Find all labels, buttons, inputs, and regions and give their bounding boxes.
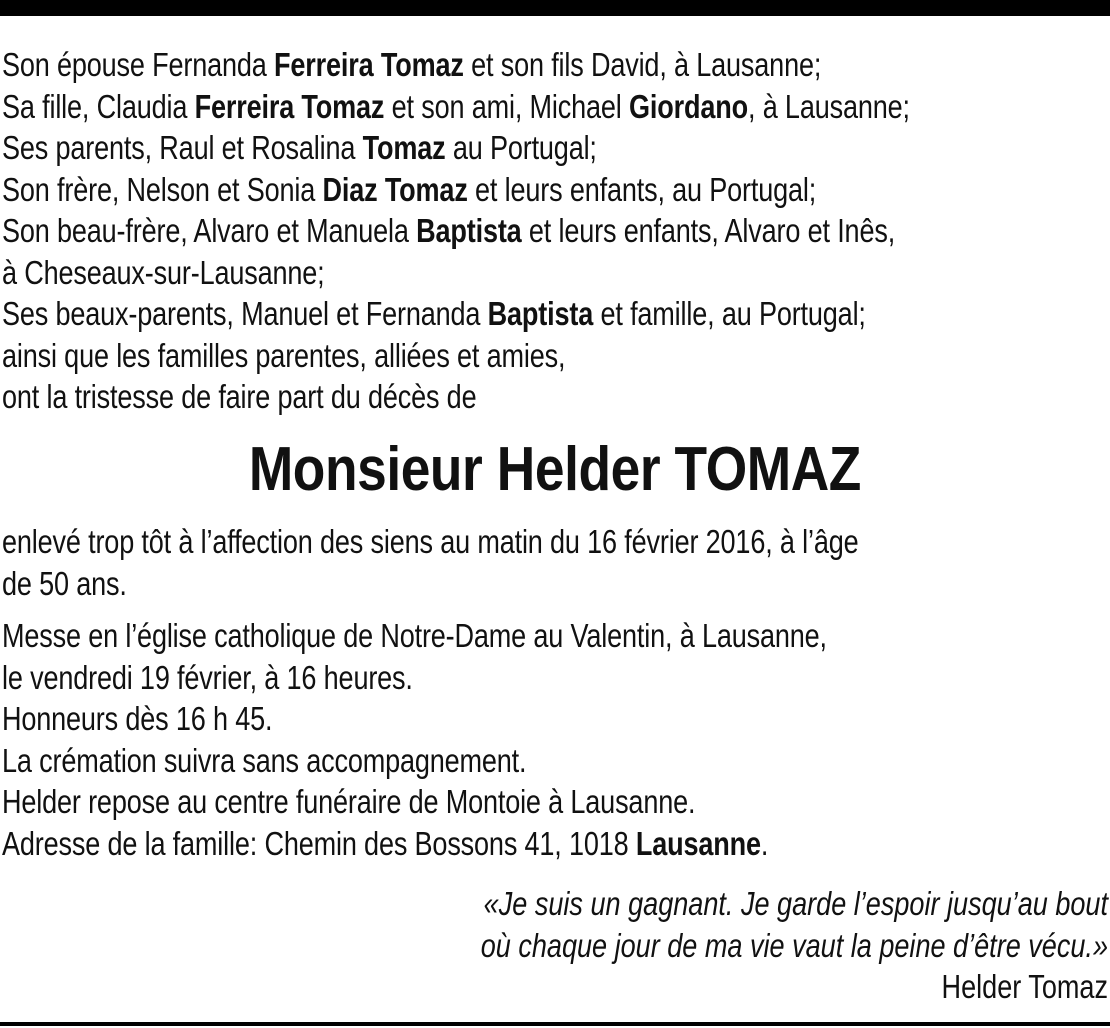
family-line: Ses parents, Raul et Rosalina Tomaz au Portugal; bbox=[2, 129, 597, 166]
closing-quote bbox=[8, 883, 1108, 1008]
top-border-rule bbox=[0, 0, 1110, 16]
ceremony-line: Honneurs dès 16 h 45. bbox=[2, 700, 273, 737]
family-surname: Diaz Tomaz bbox=[322, 170, 468, 208]
ceremony-line: le vendredi 19 février, à 16 heures. bbox=[2, 658, 413, 696]
family-surname: Tomaz bbox=[362, 129, 446, 166]
ceremony-line: Helder repose au centre funéraire de Montoie à Lausanne. bbox=[2, 783, 696, 820]
family-surname: Giordano bbox=[629, 87, 748, 125]
family-surname: Baptista bbox=[416, 212, 522, 249]
family-line: ainsi que les familles parentes, alliées et amies, bbox=[2, 336, 566, 374]
ceremony-details bbox=[2, 615, 1110, 864]
bio-paragraph bbox=[2, 521, 1110, 604]
family-line: Son épouse Fernanda Ferreira Tomaz et son fils David, à Lausanne; bbox=[2, 46, 822, 83]
family-line: Son frère, Nelson et Sonia Diaz Tomaz et leurs enfants, au Portugal; bbox=[2, 170, 817, 208]
quote-line: où chaque jour de ma vie vaut la peine d’être vécu.» bbox=[480, 926, 1108, 964]
family-line: Ses beaux-parents, Manuel et Fernanda Baptista et famille, au Portugal; bbox=[2, 295, 866, 332]
address-line: Adresse de la famille: Chemin des Bossons 41, 1018 Lausanne. bbox=[2, 824, 769, 862]
bio-line: de 50 ans. bbox=[2, 564, 127, 602]
family-surname: Baptista bbox=[487, 295, 594, 332]
family-line: Sa fille, Claudia Ferreira Tomaz et son ami, Michael Giordano, à Lausanne; bbox=[2, 87, 910, 125]
family-surname: Ferreira Tomaz bbox=[274, 46, 464, 83]
family-surname: Ferreira Tomaz bbox=[194, 87, 385, 125]
quote-signature: Helder Tomaz bbox=[941, 968, 1108, 1005]
ceremony-line: La crémation suivra sans accompagnement. bbox=[2, 741, 527, 779]
family-line: à Cheseaux-sur-Lausanne; bbox=[2, 253, 325, 291]
address-city: Lausanne bbox=[635, 824, 761, 862]
family-line: Son beau-frère, Alvaro et Manuela Baptista et leurs enfants, Alvaro et Inês, bbox=[2, 212, 896, 249]
family-line: ont la tristesse de faire part du décès de bbox=[2, 378, 477, 415]
bottom-border-rule bbox=[0, 1022, 1110, 1026]
deceased-name-heading: Monsieur Helder TOMAZ bbox=[248, 435, 862, 504]
family-announcement bbox=[2, 44, 1110, 418]
quote-line: «Je suis un gagnant. Je garde l’espoir jusqu’au bout bbox=[483, 885, 1108, 922]
ceremony-line: Messe en l’église catholique de Notre-Dame au Valentin, à Lausanne, bbox=[2, 617, 827, 654]
bio-line: enlevé trop tôt à l’affection des siens au matin du 16 février 2016, à l’âge bbox=[2, 523, 859, 560]
